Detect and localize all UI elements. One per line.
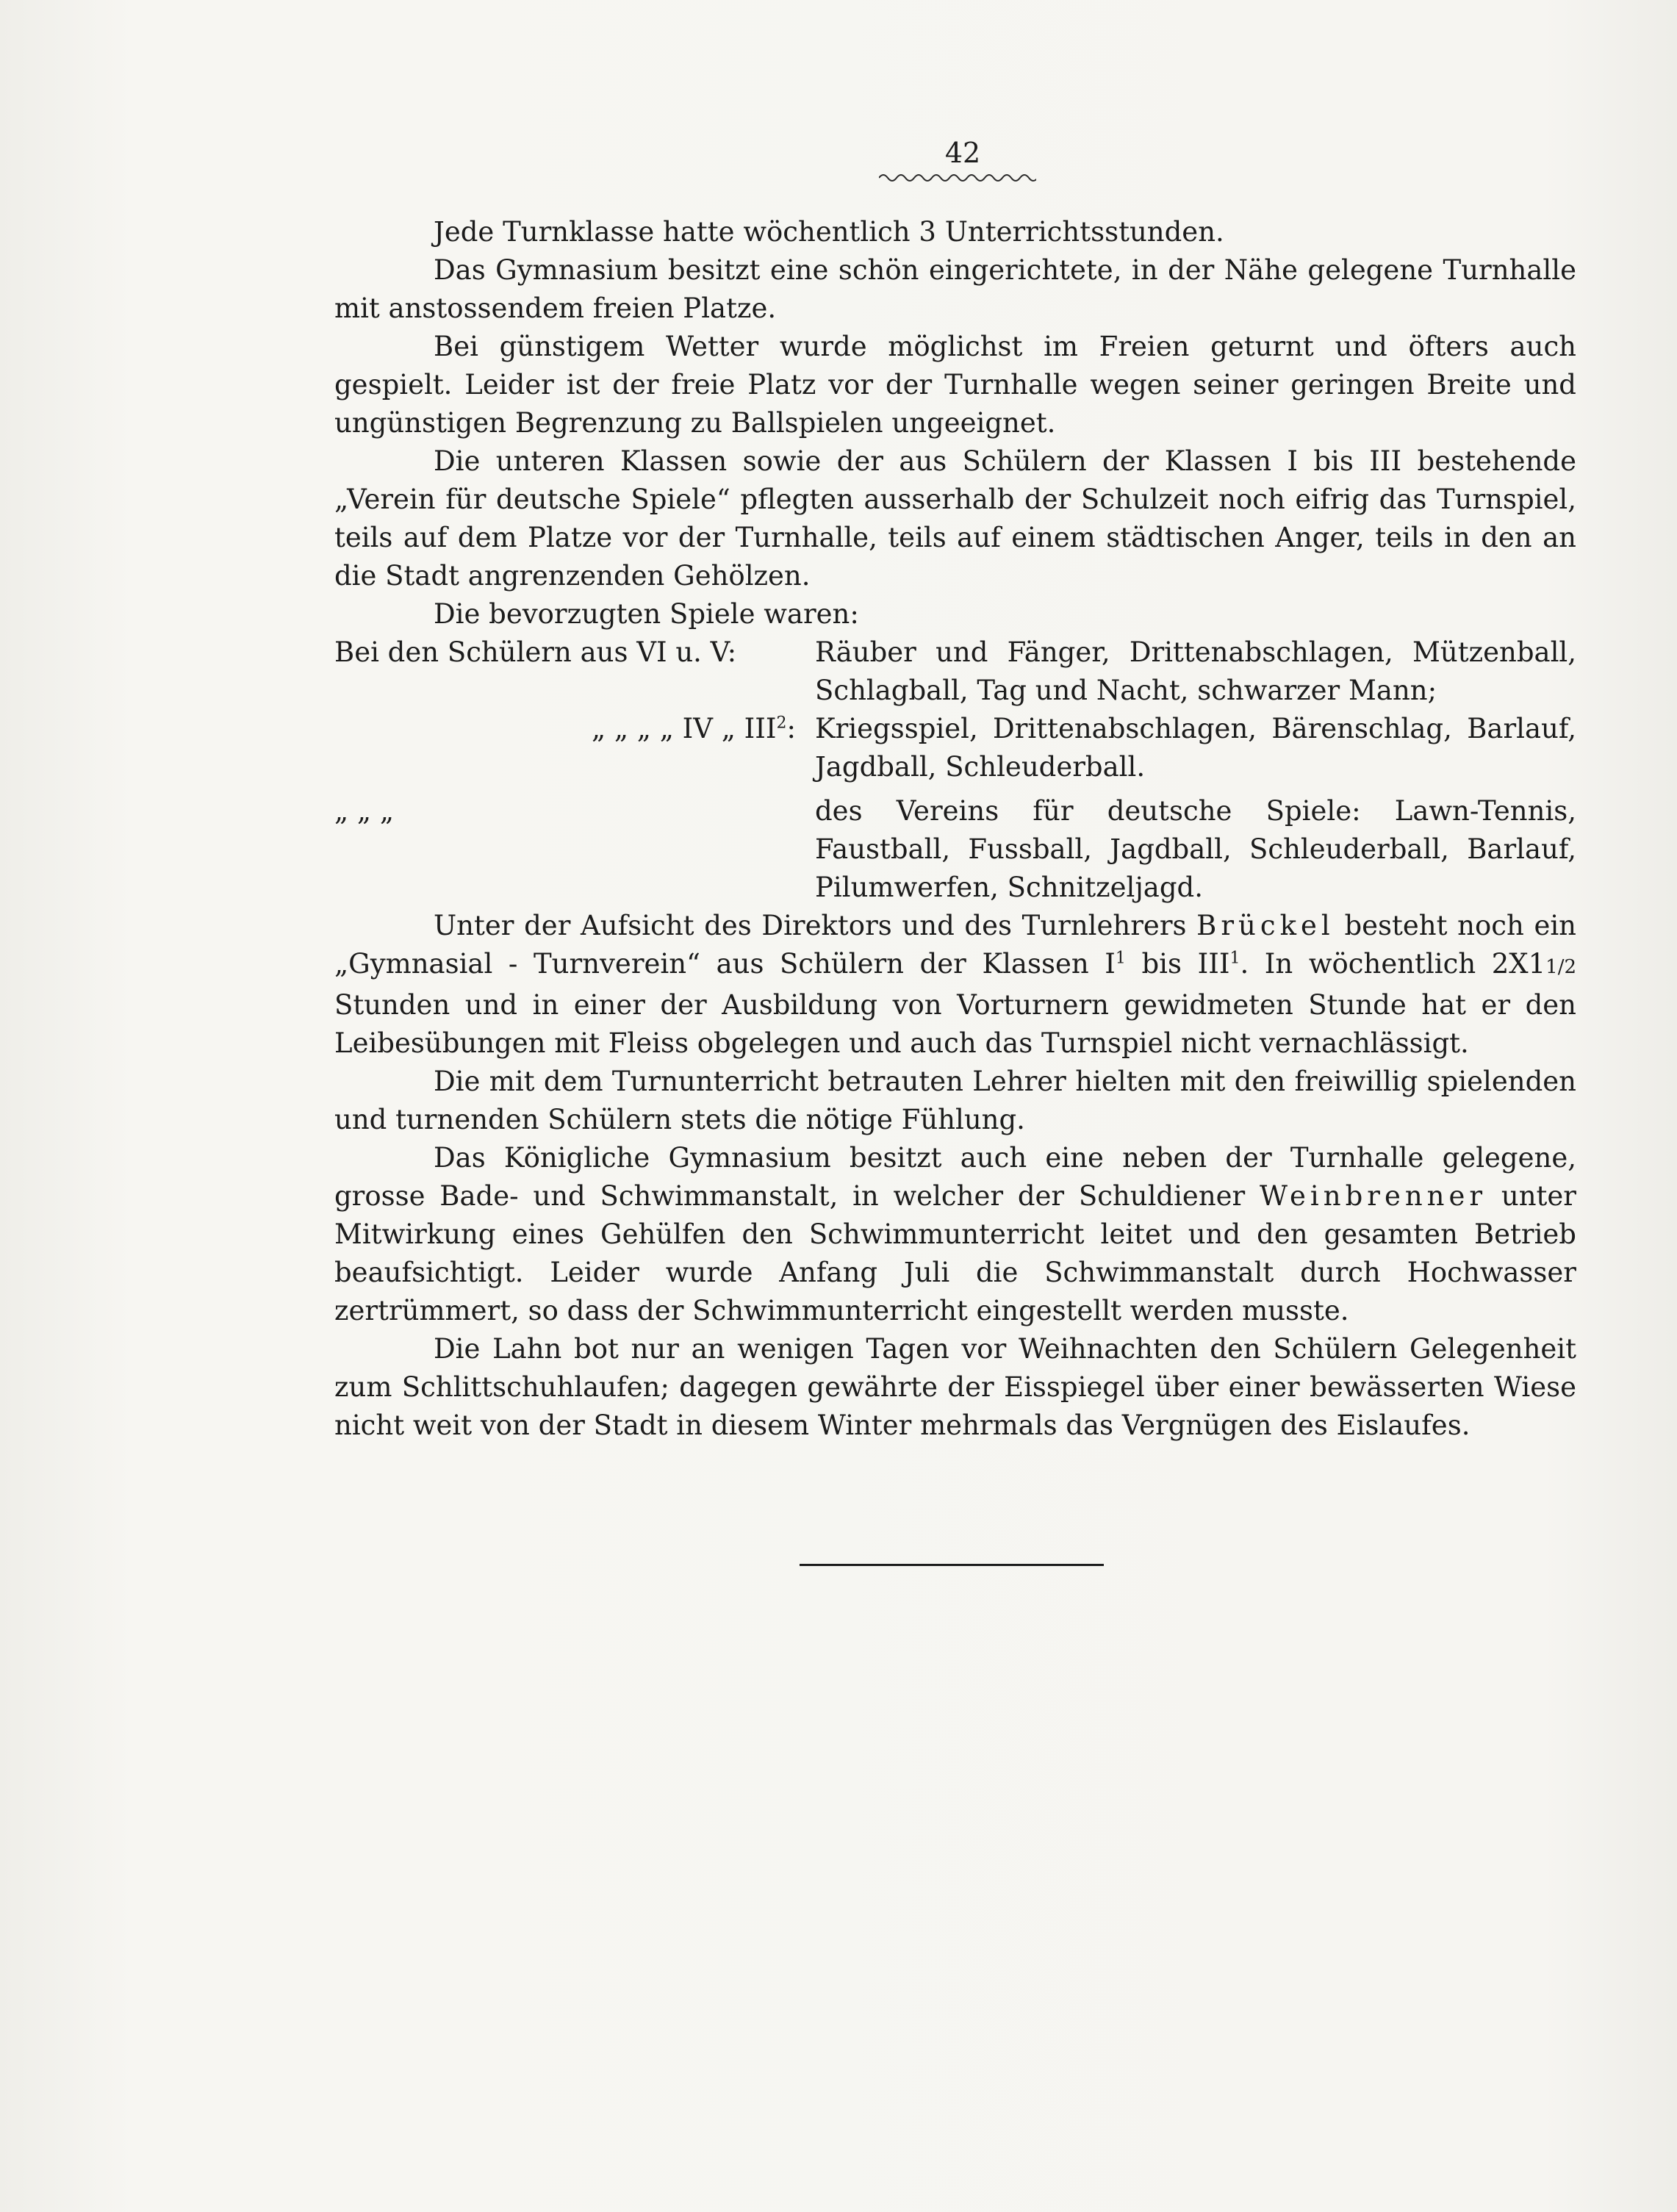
paragraph-preferred-games: Die bevorzugten Spiele waren: [434,598,859,630]
page-number: 42 [944,137,981,169]
games-row-values: des Vereins für deutsche Spiele: Lawn-Tennis, Faustball, Fussball, Jagdball, Schleuderball, Barlauf, Pilumwerfen, Schnitzeljagd. [815,795,1576,903]
paragraph-swimming: Das Königliche Gymnasium besitzt auch eine neben der Turnhalle gelegene, grosse Bade- und Schwimmanstalt, in welcher der Schuldiener Weinbrenner unter Mitwirkung eines Gehülfen den Schwimmunterricht leitet und den gesamten Betrieb beaufsichtigt. Leider wurde Anfang Juli die Schwimmanstalt durch Hochwasser zertrümmert, so dass der Schwimmunterricht eingestellt werden musste. [334,1142,1576,1326]
paragraph-turnverein: Unter der Aufsicht des Direktors und des Turnlehrers Brückel besteht noch ein „Gymnasial - Turnverein“ aus Schülern der Klassen $I^1$ bis III$^1$. In wöchentlich 2X11/2 Stunden und in einer der Ausbildung von Vorturnern gewidmeten Stunde hat er den Leibesübungen mit Fleiss obgelegen und auch das Turnspiel nicht vernachlässigt. [334,910,1577,1059]
paragraph-ice-skating: Die Lahn bot nur an wenigen Tagen vor Weihnachten den Schülern Gelegenheit zum Schlittschuhlaufen; dagegen gewährte der Eisspiegel über einer bewässerten Wiese nicht weit von der Stadt in diesem Winter mehrmals das Vergnügen des Eislaufes. [334,1333,1576,1441]
wavy-ornament [879,172,1036,184]
name-weinbrenner: Weinbrenner [1260,1180,1487,1212]
body-text [334,213,1576,1445]
games-row-label: „ „ „ „ IV „ III$^2$: [591,713,796,744]
games-row-label: Bei den Schülern aus VI u. V: [334,636,737,668]
games-row-values: Kriegsspiel, Drittenabschlagen, Bärenschlag, Barlauf, Jagdball, Schleuderball. [815,713,1576,783]
paragraph-lower-classes: Die unteren Klassen sowie der aus Schülern der Klassen I bis III bestehende „Verein für deutsche Spiele“ pflegten ausserhalb der Schulzeit noch eifrig das Turnspiel, teils auf dem Platze vor der Turnhalle, teils auf einem städtischen Anger, teils in den an die Stadt angrenzenden Gehölzen. [334,445,1576,592]
games-row-label: „ „ „ [334,795,395,827]
paragraph-weather: Bei günstigem Wetter wurde möglichst im Freien geturnt und öfters auch gespielt. Leider ist der freie Platz vor der Turnhalle wegen seiner geringen Breite und ungünstigen Begrenzung zu Ballspielen ungeeignet. [334,331,1576,439]
paragraph-weekly-hours: Jede Turnklasse hatte wöchentlich 3 Unterrichtsstunden. [434,216,1224,248]
games-row-values: Räuber und Fänger, Drittenabschlagen, Mützenball, Schlagball, Tag und Nacht, schwarzer Mann; [815,636,1576,706]
closing-rule [800,1564,1104,1566]
name-brueckel: Brückel [1196,910,1335,941]
games-table [334,633,1576,907]
paragraph-gymnasium-hall: Das Gymnasium besitzt eine schön eingerichtete, in der Nähe gelegene Turnhalle mit anstossendem freien Platze. [334,254,1576,324]
paragraph-teachers: Die mit dem Turnunterricht betrauten Lehrer hielten mit den freiwillig spielenden und turnenden Schülern stets die nötige Fühlung. [334,1066,1576,1135]
